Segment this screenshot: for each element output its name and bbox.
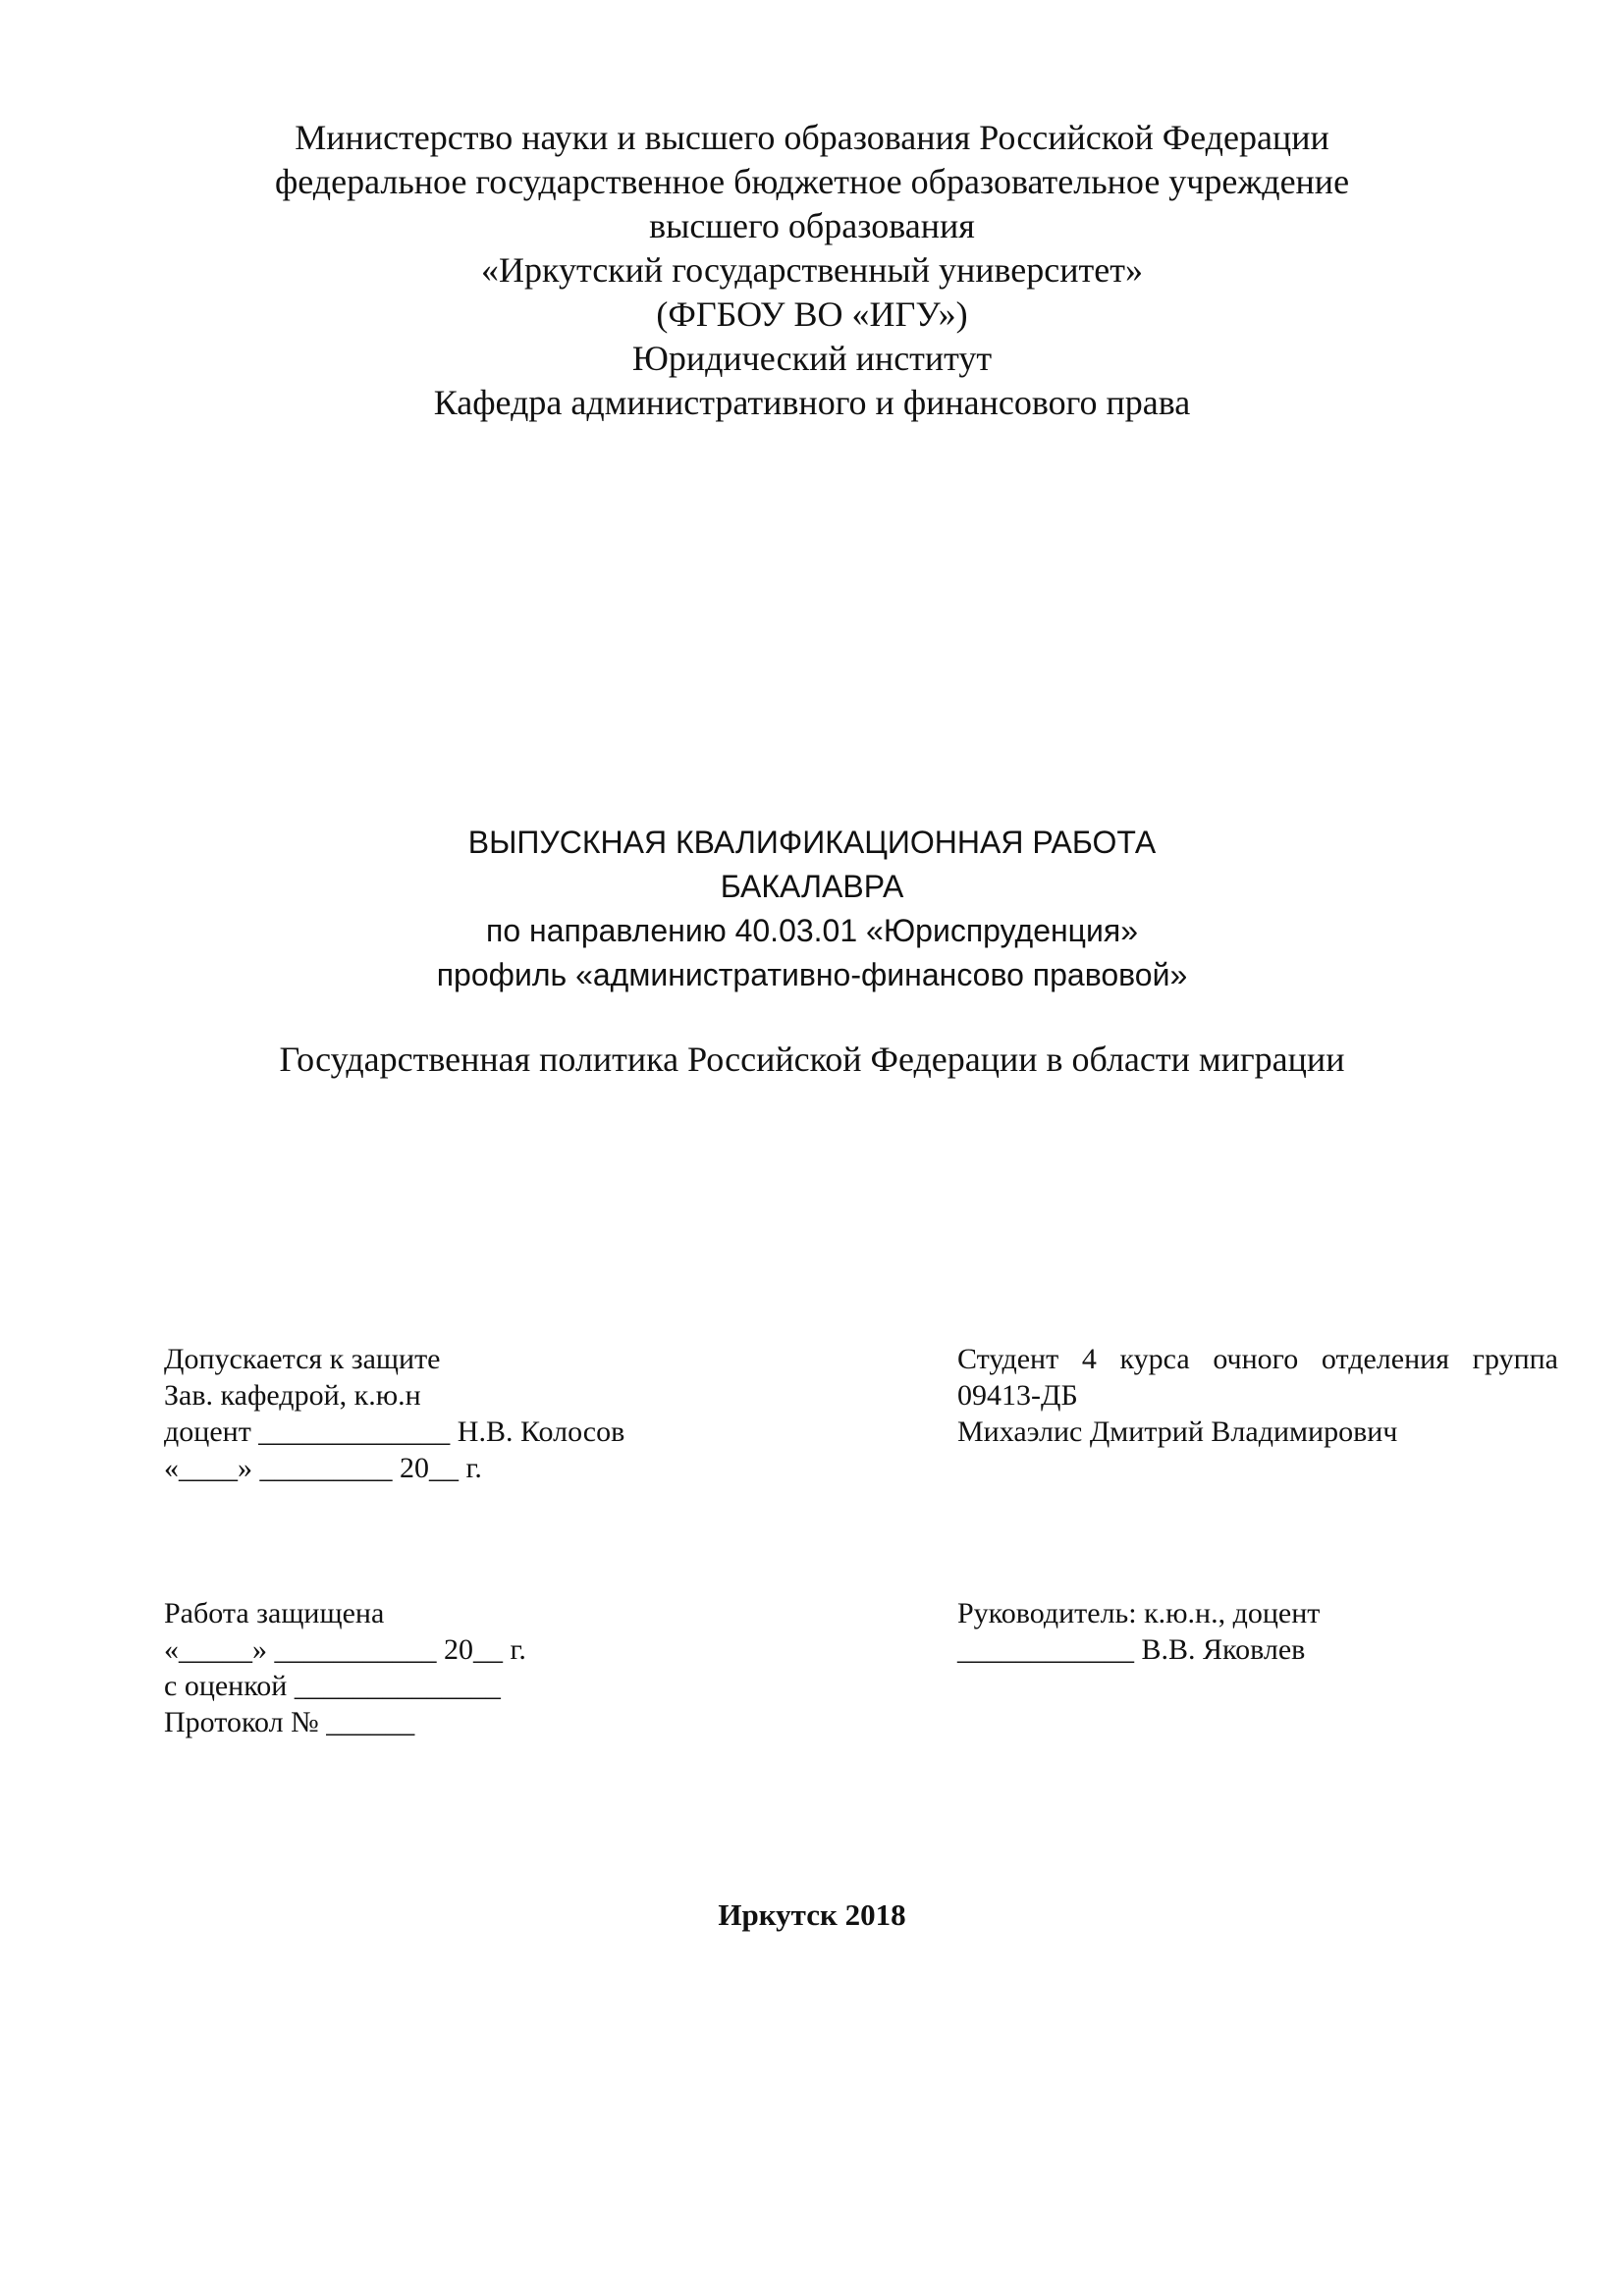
head-signature-line: доцент _____________ Н.В. Колосов bbox=[164, 1415, 625, 1448]
work-title-block bbox=[0, 821, 1624, 997]
admission-date-line: «____» _________ 20__ г. bbox=[164, 1452, 482, 1484]
work-type-line: ВЫПУСКНАЯ КВАЛИФИКАЦИОННАЯ РАБОТА bbox=[467, 825, 1157, 860]
student-block bbox=[957, 1341, 1558, 1450]
student-word: курса bbox=[1119, 1343, 1190, 1375]
city-year: Иркутск 2018 bbox=[718, 1897, 906, 1932]
supervisor-block bbox=[957, 1595, 1320, 1668]
head-of-department-line: Зав. кафедрой, к.ю.н bbox=[164, 1379, 421, 1412]
header-line-ministry: Министерство науки и высшего образования Российской Федерации bbox=[295, 118, 1329, 157]
student-word: очного bbox=[1213, 1343, 1299, 1375]
degree-line: БАКАЛАВРА bbox=[720, 869, 904, 904]
direction-line: по направлению 40.03.01 «Юриспруденция» bbox=[486, 913, 1138, 948]
student-word: 4 bbox=[1081, 1343, 1097, 1375]
student-word: Студент bbox=[957, 1343, 1059, 1375]
header-line-institute: Юридический институт bbox=[631, 339, 993, 378]
supervisor-signature-line: ____________ В.В. Яковлев bbox=[957, 1633, 1306, 1666]
supervisor-title-line: Руководитель: к.ю.н., доцент bbox=[957, 1597, 1321, 1629]
header-line-education-level: высшего образования bbox=[649, 206, 975, 245]
header-line-institution-type: федеральное государственное бюджетное образовательное учреждение bbox=[274, 162, 1350, 201]
grade-line: с оценкой ______________ bbox=[164, 1670, 501, 1702]
header-line-department: Кафедра административного и финансового права bbox=[433, 383, 1191, 422]
student-group-line: 09413-ДБ bbox=[957, 1379, 1078, 1412]
thesis-topic: Государственная политика Российской Федерации в области миграции bbox=[279, 1040, 1345, 1079]
header-line-university-abbr: (ФГБОУ ВО «ИГУ») bbox=[656, 294, 968, 334]
student-name-line: Михаэлис Дмитрий Владимирович bbox=[957, 1415, 1398, 1448]
header-line-university-name: «Иркутский государственный университет» bbox=[481, 250, 1143, 290]
student-word: группа bbox=[1472, 1343, 1558, 1375]
admission-block bbox=[164, 1341, 624, 1486]
protocol-line: Протокол № ______ bbox=[164, 1706, 415, 1738]
student-word: отделения bbox=[1321, 1343, 1449, 1375]
profile-line: профиль «административно-финансово правовой» bbox=[436, 957, 1188, 992]
defense-date-line: «_____» ___________ 20__ г. bbox=[164, 1633, 526, 1666]
defended-line: Работа защищена bbox=[164, 1597, 385, 1629]
student-course-line bbox=[957, 1341, 1558, 1377]
admission-line: Допускается к защите bbox=[164, 1343, 441, 1375]
defense-block bbox=[164, 1595, 526, 1740]
institution-header bbox=[0, 116, 1624, 425]
